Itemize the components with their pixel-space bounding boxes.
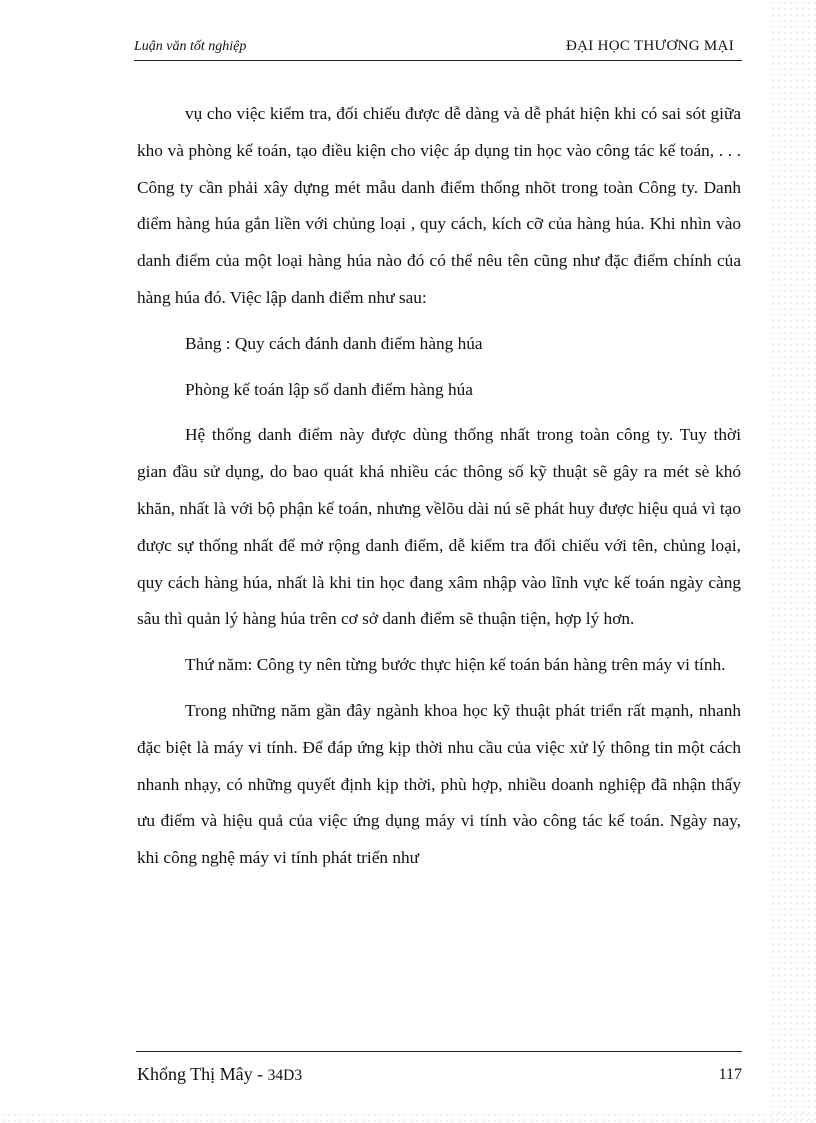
header-university: ĐẠI HỌC THƯƠNG MẠI bbox=[565, 38, 734, 54]
page-header bbox=[134, 36, 742, 61]
table-caption: Bảng : Quy cách đánh danh điểm hàng húa bbox=[185, 333, 483, 353]
footer-author-line bbox=[137, 1064, 302, 1085]
scan-dot-texture bbox=[770, 0, 816, 1123]
footer-class-code: 34D3 bbox=[267, 1067, 303, 1084]
header-thesis-label: Luận văn tốt nghiệp bbox=[134, 39, 247, 54]
scan-dot-texture-bottom bbox=[0, 1112, 816, 1123]
paragraph-he-thong: Hệ thống danh điểm này được dùng thống nhất trong toàn công ty. Tuy thời gian đầu sử dụng, do bao quát khá nhiều các thông số kỹ thuật sẽ gây ra mét sè khó khăn, nhất là với bộ phận kế toán, nhưng vềlõu dài nú sẽ phát huy được hiệu quả vì tạo được sự thống nhất để mở rộng danh điểm, dễ kiểm tra đối chiếu với tên, chủng loại, quy cách hàng húa, nhất là khi tin học đang xâm nhập vào lĩnh vực kế toán ngày càng sâu thì quản lý hàng húa trên cơ sở danh điểm sẽ thuận tiện, hợp lý hơn. bbox=[137, 425, 741, 629]
footer-separator: - bbox=[252, 1064, 268, 1084]
paragraph-may-vi-tinh: Trong những năm gần đây ngành khoa học kỹ thuật phát triển rất mạnh, nhanh đặc biệt là máy vi tính. Để đáp ứng kịp thời nhu cầu của việc xử lý thông tin một cách nhanh nhạy, có những quyết định kịp thời, phù hợp, nhiều doanh nghiệp đã nhận thấy ưu điểm và hiệu quả của việc ứng dụng máy vi tính vào công tác kế toán. Ngày nay, khi công nghệ máy vi tính phát triển như bbox=[137, 700, 741, 868]
footer-rule bbox=[136, 1051, 742, 1052]
paragraph-thu-nam: Thứ năm: Công ty nên từng bước thực hiện kế toán bán hàng trên máy vi tính. bbox=[185, 655, 726, 675]
body-text bbox=[137, 96, 741, 877]
paragraph-danh-diem-intro: vụ cho việc kiểm tra, đối chiếu được dễ dàng và dễ phát hiện khi có sai sót giữa kho và phòng kế toán, tạo điều kiện cho việc áp dụng tin học vào công tác kế toán, . . . Công ty cần phải xây dựng mét mẫu danh điểm thống nhõt trong toàn Công ty. Danh điểm hàng húa gắn liền với chủng loại , quy cách, kích cỡ của hàng húa. Khi nhìn vào danh điểm của một loại hàng húa nào đó có thể nêu tên cũng như đặc điểm chính của hàng húa đó. Việc lập danh điểm như sau: bbox=[137, 104, 741, 307]
page-number: 117 bbox=[718, 1066, 742, 1083]
footer-author: Khổng Thị Mây bbox=[137, 1064, 253, 1084]
ledger-note: Phòng kế toán lập sổ danh điểm hàng húa bbox=[185, 379, 473, 399]
